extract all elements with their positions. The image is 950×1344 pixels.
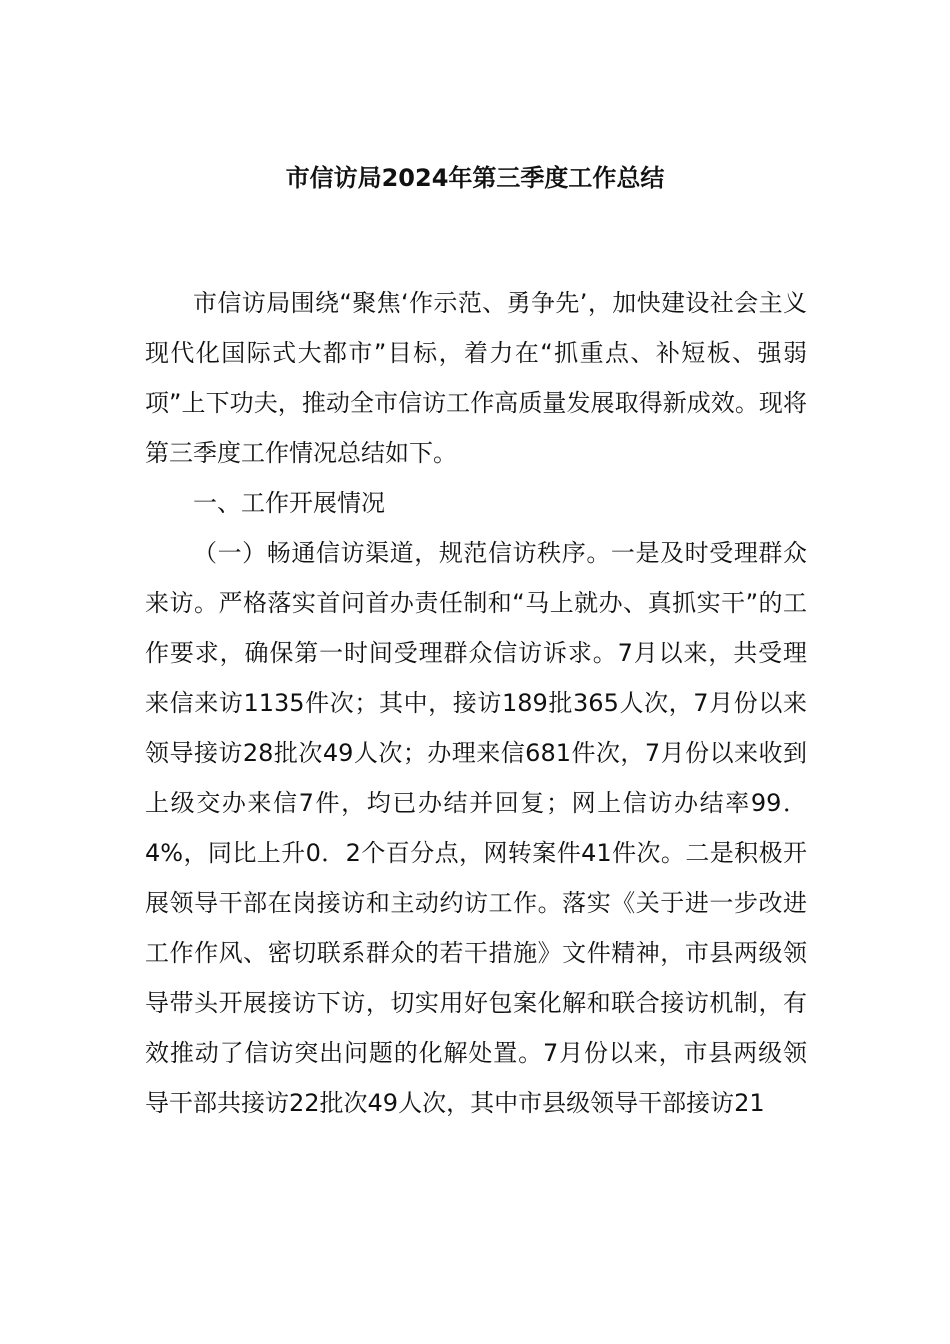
document-title: 市信访局2024年第三季度工作总结 [285, 164, 665, 192]
paragraph-intro: 市信访局围绕“聚焦‘作示范、勇争先’，加快建设社会主义现代化国际式大都市”目标，着力在“抓重点、补短板、强弱项”上下功夫，推动全市信访工作高质量发展取得新成效。现将第三季度工作情况总结如下。 [145, 289, 807, 467]
paragraph-section-1: （一）畅通信访渠道，规范信访秩序。一是及时受理群众来访。严格落实首问首办责任制和“马上就办、真抓实干”的工作要求，确保第一时间受理群众信访诉求。7月以来，共受理来信来访1135件次；其中，接访189批365人次，7月份以来领导接访28批次49人次；办理来信681件次，7月份以来收到上级交办来信7件，均已办结并回复；网上信访办结率99．4%，同比上升0．2个百分点，网转案件41件次。二是积极开展领导干部在岗接访和主动约访工作。落实《关于进一步改进工作作风、密切联系群众的若干措施》文件精神，市县两级领导带头开展接访下访，切实用好包案化解和联合接访机制，有效推动了信访突出问题的化解处置。7月份以来，市县两级领导干部共接访22批次49人次，其中市县级领导干部接访21 [145, 539, 807, 1117]
document-body [145, 278, 807, 1128]
section-heading: 一、工作开展情况 [193, 489, 385, 517]
